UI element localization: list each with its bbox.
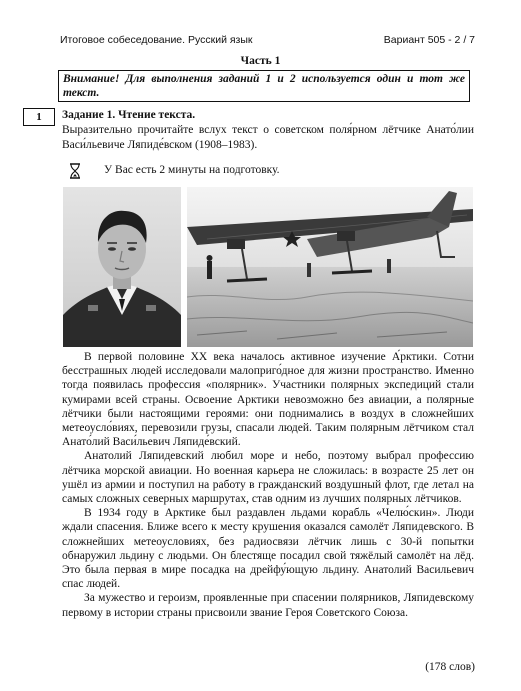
notice-box: Внимание! Для выполнения заданий 1 и 2 используется один и тот же текст. (58, 70, 470, 102)
hourglass-icon (68, 163, 82, 179)
task-title: Задание 1. Чтение текста. (62, 109, 196, 121)
airplane-on-ice-photo (187, 187, 473, 347)
reading-text (62, 350, 474, 620)
timer-text: У Вас есть 2 минуты на подготовку. (104, 164, 280, 176)
header-title: Итоговое собеседование. Русский язык (60, 34, 253, 46)
text-paragraph: За мужество и героизм, проявленные при спасении полярников, Ляпидевскому первому в истории страны присвоили звание Героя Советского Союза. (62, 592, 474, 619)
text-paragraph: В первой половине XX века началось активное изучение А́рктики. Сотни бесстрашных людей исследовали малоприго́дное для жизни пространство. Именно тогда появилась профессия «полярник». Участники полярных экспедиций стали кумирами всей страны. Освоение Арктики невозможно без авиации, а полярные лётчики были настоящими героями: они поднимались в воздух в сложнейших метеоусло́виях, перевозили грузы, спасали людей. Таким полярным лётчиком стал Анато́лий Васи́льевич Ляпиде́вский. (62, 351, 474, 449)
part-title: Часть 1 (240, 55, 281, 67)
task-instruction: Выразительно прочитайте вслух текст о советском поля́рном лётчике Анато́лии Васи́льевиче Ляпиде́вском (1908–1983). (62, 124, 474, 151)
word-count: (178 слов) (425, 661, 475, 673)
task-number-box: 1 (23, 108, 55, 126)
text-paragraph: В 1934 году в Арктике был раздавлен льдами корабль «Челю́скин». Люди ждали спасения. Ближе всего к месту крушения оказался самолёт Ляпидевского. В сложнейших метеоусловиях, без радиосвязи лётчик лишь с 30-й попытки обнаружил льдину с людьми. Он блестяще посадил свой тяжёлый самолёт на лёд. Это была первая в мире посадка на дрейфу́ющую льдину. Анатолий Васильевич спас людей. (62, 507, 474, 591)
text-paragraph: Анатолий Ляпидевский любил море и небо, поэтому выбрал профессию лётчика морской авиации. Но военная карьера не сложилась: в возрасте 25 лет он ушёл из армии и поступил на работу в гражданский воздушный флот, где летал на самых сложных северных маршрутах, став одним из лучших полярных лётчиков. (62, 450, 474, 506)
pilot-portrait-photo (63, 187, 181, 347)
header-variant: Вариант 505 - 2 / 7 (383, 34, 475, 46)
